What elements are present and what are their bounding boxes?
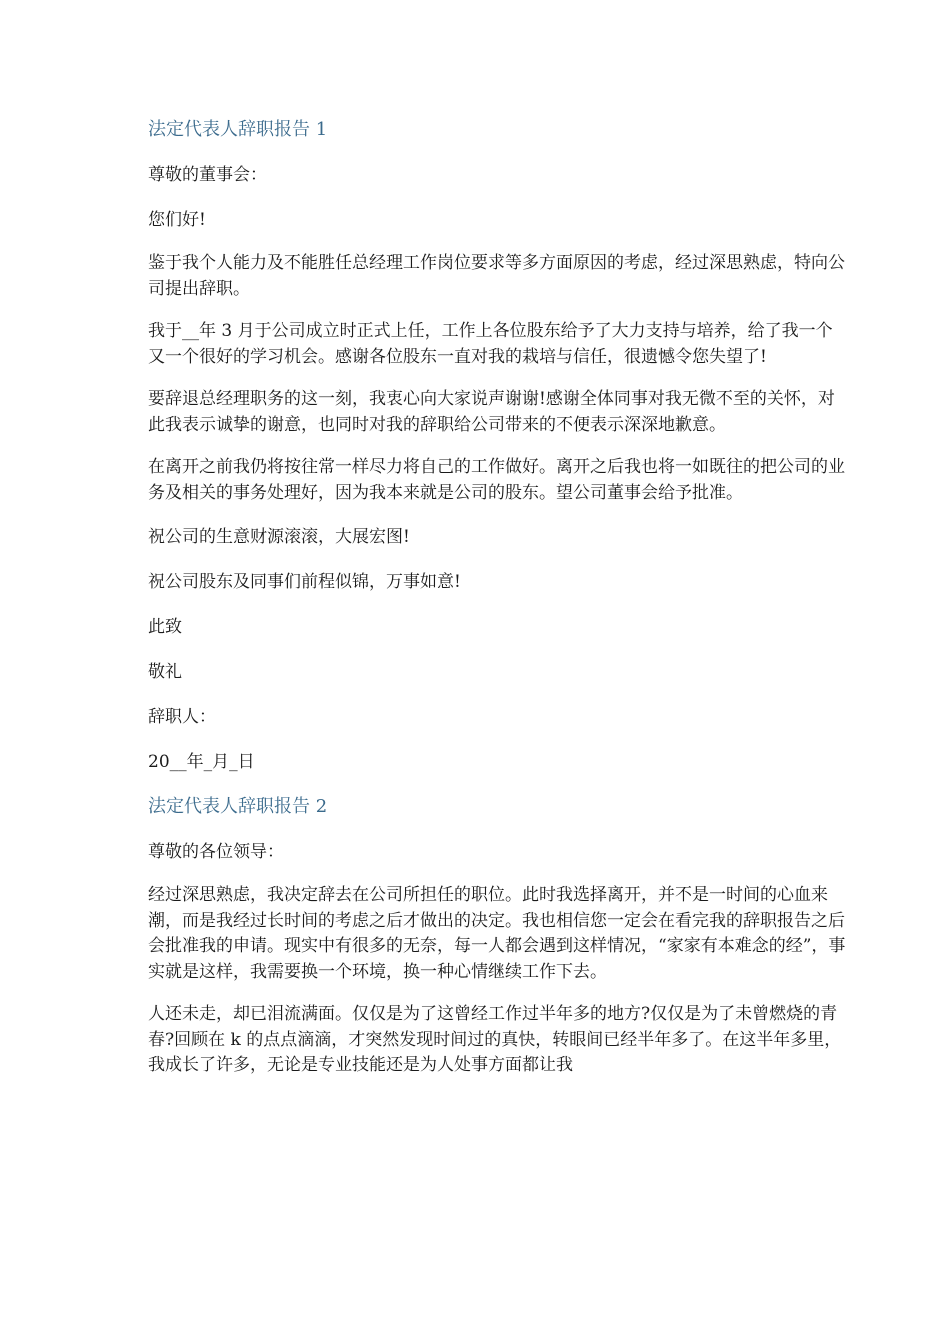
section-2-paragraph-1: 经过深思熟虑，我决定辞去在公司所担任的职位。此时我选择离开，并不是一时间的心血来潮，而是我经过长时间的考虑之后才做出的决定。我也相信您一定会在看完我的辞职报告之后会批准我的申请。现实中有很多的无奈，每一人都会遇到这样情况，“家家有本难念的经”，事实就是这样，我需要换一个环境，换一种心情继续工作下去。 [148,885,846,982]
section-1-signer: 辞职人： [148,707,216,727]
section-1-paragraph-4: 在离开之前我仍将按往常一样尽力将自己的工作做好。离开之后我也将一如既往的把公司的业务及相关的事务处理好，因为我本来就是公司的股东。望公司董事会给予批准。 [148,457,845,503]
document-page [148,116,848,1096]
section-1-closing-1: 此致 [148,617,182,637]
section-1-paragraph-2: 我于__年 3 月于公司成立时正式上任，工作上各位股东给予了大力支持与培养，给了我一个又一个很好的学习机会。感谢各位股东一直对我的栽培与信任，很遗憾令您失望了! [148,321,833,367]
section-1-wish-1: 祝公司的生意财源滚滚，大展宏图! [148,527,410,547]
section-1-closing-2: 敬礼 [148,662,182,682]
section-2-title: 法定代表人辞职报告 2 [148,796,328,817]
section-1-wish-2: 祝公司股东及同事们前程似锦，万事如意! [148,572,461,592]
section-1-date: 20__年_月_日 [148,752,255,772]
section-2-paragraph-2: 人还未走，却已泪流满面。仅仅是为了这曾经工作过半年多的地方?仅仅是为了未曾燃烧的青春?回顾在 k 的点点滴滴，才突然发现时间过的真快，转眼间已经半年多了。在这半年多里，我成长了许多，无论是专业技能还是为人处事方面都让我 [148,1004,842,1075]
section-1-greeting: 您们好! [148,210,206,230]
section-1-paragraph-3: 要辞退总经理职务的这一刻，我衷心向大家说声谢谢!感谢全体同事对我无微不至的关怀，对此我表示诚挚的谢意，也同时对我的辞职给公司带来的不便表示深深地歉意。 [148,389,835,435]
section-1-paragraph-1: 鉴于我个人能力及不能胜任总经理工作岗位要求等多方面原因的考虑，经过深思熟虑，特向公司提出辞职。 [148,253,845,299]
section-1-salutation: 尊敬的董事会： [148,165,267,185]
section-2-salutation: 尊敬的各位领导： [148,842,284,862]
section-1-title: 法定代表人辞职报告 1 [148,119,328,140]
